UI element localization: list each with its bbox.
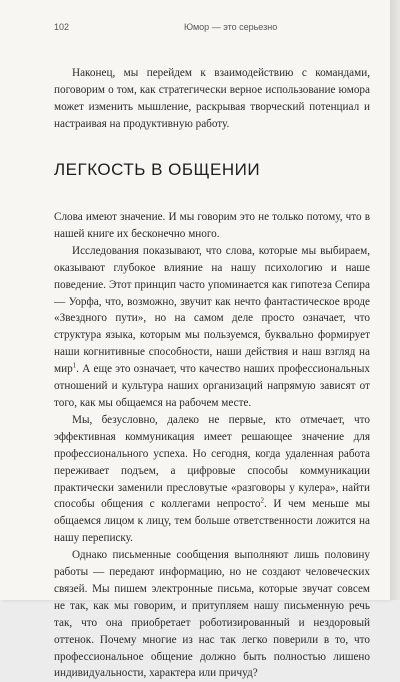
- page-header: [54, 22, 360, 36]
- paragraph-4: Однако письменные сообщения выполняют лишь половину работы — передают информацию, но не создают человеческих связей. Мы пишем электронные письма, которые звучат совсем не так, как мы говорим, и притупляем нашу письменную речь так, что она приобретает роботизированный и нездоровый оттенок. Почему многие из нас так легко поверили в то, что профессиональное общение должно быть полностью лишено индивидуальности, характера или причуд?: [54, 549, 370, 680]
- page-edge: [390, 0, 400, 600]
- page-number: 102: [54, 22, 70, 32]
- intro-paragraph: Наконец, мы перейдем к взаимодействию с командами, поговорим о том, как стратегически верное использование юмора может изменить мышление, раскрывая творческий потенциал и настраивая на продуктивную работу.: [54, 67, 370, 130]
- running-title: Юмор — это серьезно: [184, 22, 278, 32]
- intro-section: [54, 65, 370, 133]
- paragraph-3-text: Мы, безусловно, далеко не первые, кто отмечает, что эффективная коммуникация имеет решающее значение для профессионального успеха. Но сегодня, когда удаленная работа переживает подъем, а цифровые способы коммуникации практически заменили пресловутые «разговоры у кулера», найти способы общения с коллегами непросто: [54, 413, 370, 511]
- paragraph-2-tail: . А еще это означает, что качество наших профессиональных отношений и культура наших организаций напрямую зависят от того, как мы общаемся на рабочем месте.: [54, 363, 370, 409]
- footnote-ref-2: 2: [260, 496, 264, 505]
- footnote-ref-1: 1: [72, 361, 77, 370]
- paragraph-2: [54, 243, 370, 412]
- section-body: [54, 209, 370, 682]
- paragraph-3-tail: . И чем меньше мы общаемся лицом к лицу, тем больше ответственности ложится на нашу переписку.: [54, 498, 370, 545]
- section-title: ЛЕГКОСТЬ В ОБЩЕНИИ: [54, 160, 261, 179]
- paragraph-2-text: Исследования показывают, что слова, которые мы выбираем, оказывают глубокое влияние на нашу психологию и наше поведение. Этот принцип часто упоминается как гипотеза Сепира — Уорфа, что, возможно, звучит как нечто фантастическое вроде «Звездного пути», но на самом деле просто означает, что структура языка, которым мы пользуемся, буквально формирует наши когнитивные способности, наши действия и наш взгляд на мир: [54, 244, 370, 376]
- paragraph-1: Слова имеют значение. И мы говорим это не только потому, что в нашей книге их бесконечно много.: [54, 211, 370, 240]
- paragraph-3: [54, 412, 370, 547]
